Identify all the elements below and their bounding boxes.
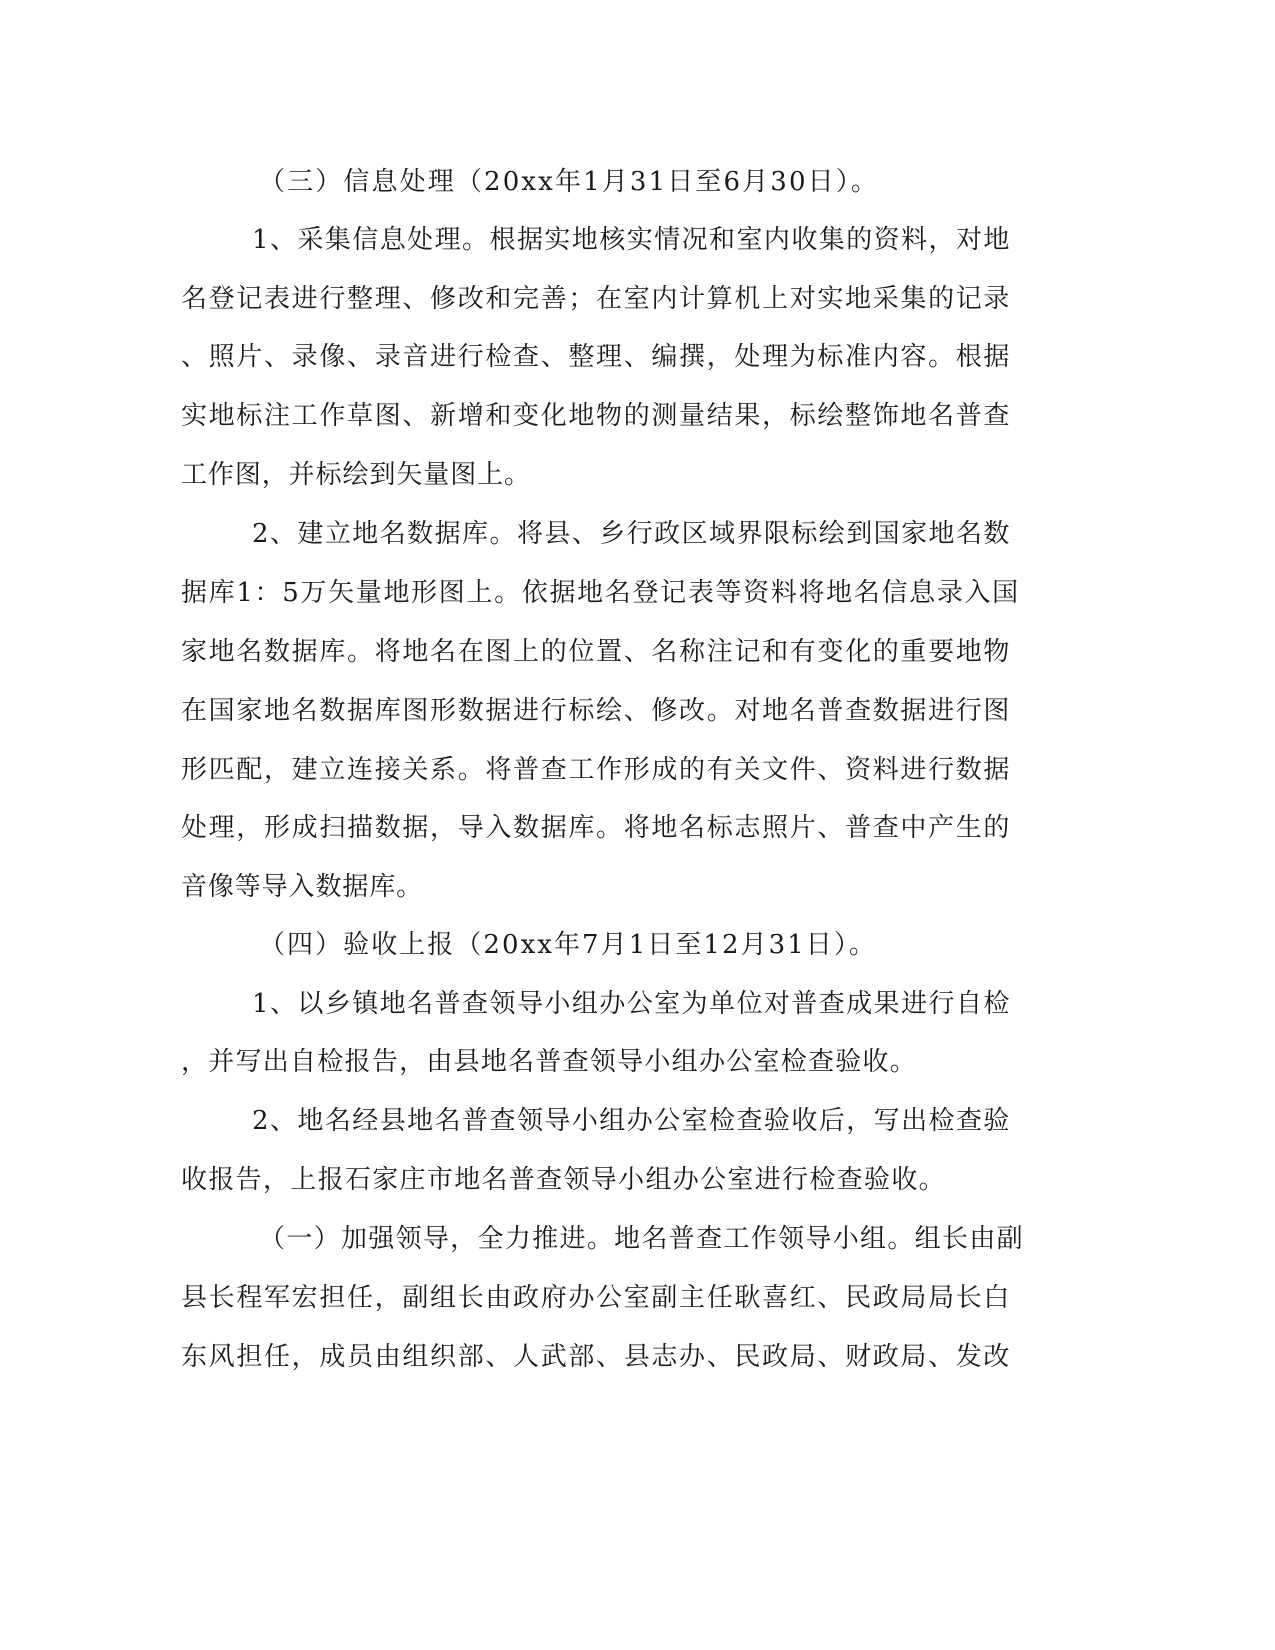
paragraph-line	[0, 396, 1275, 436]
line-text: （一）加强领导，全力推进。地名普查工作领导小组。组长由副	[259, 1224, 1024, 1254]
line-text: 实地标注工作草图、新增和变化地物的测量结果，标绘整饰地名普查	[181, 401, 1012, 431]
paragraph-line	[0, 808, 1275, 848]
line-text: 名登记表进行整理、修改和完善；在室内计算机上对实地采集的记录	[181, 284, 1012, 314]
paragraph-line	[0, 162, 1275, 202]
line-text: 形匹配，建立连接关系。将普查工作形成的有关文件、资料进行数据	[181, 755, 1012, 785]
line-text: 1、以乡镇地名普查领导小组办公室为单位对普查成果进行自检	[252, 989, 1011, 1019]
paragraph-line	[0, 984, 1275, 1024]
paragraph-line	[0, 337, 1275, 377]
paragraph-line	[0, 691, 1275, 731]
paragraph-line	[0, 514, 1275, 554]
paragraph-line	[0, 1278, 1275, 1318]
paragraph-line	[0, 279, 1275, 319]
paragraph-line	[0, 1160, 1275, 1200]
line-text: 处理，形成扫描数据，导入数据库。将地名标志照片、普查中产生的	[181, 813, 1012, 843]
paragraph-line	[0, 1101, 1275, 1141]
line-text: 在国家地名数据库图形数据进行标绘、修改。对地名普查数据进行图	[181, 696, 1012, 726]
paragraph-line	[0, 1219, 1275, 1259]
line-text: 收报告，上报石家庄市地名普查领导小组办公室进行检查验收。	[181, 1165, 946, 1195]
paragraph-line	[0, 632, 1275, 672]
line-text: 工作图，并标绘到矢量图上。	[181, 460, 531, 490]
paragraph-line	[0, 1042, 1275, 1082]
paragraph-line	[0, 925, 1275, 965]
line-text: 家地名数据库。将地名在图上的位置、名称注记和有变化的重要地物	[181, 637, 1012, 667]
paragraph-line	[0, 750, 1275, 790]
line-text: （三）信息处理（20xx年1月31日至6月30日）。	[259, 167, 880, 197]
line-text: 2、建立地名数据库。将县、乡行政区域界限标绘到国家地名数	[252, 519, 1011, 549]
line-text: 音像等导入数据库。	[181, 872, 424, 902]
line-text: 东风担任，成员由组织部、人武部、县志办、民政局、财政局、发改	[181, 1342, 1012, 1372]
line-text: 县长程军宏担任，副组长由政府办公室副主任耿喜红、民政局局长白	[181, 1283, 1012, 1313]
line-text: （四）验收上报（20xx年7月1日至12月31日）。	[259, 930, 877, 960]
paragraph-line	[0, 573, 1275, 613]
paragraph-line	[0, 220, 1275, 260]
line-text: 2、地名经县地名普查领导小组办公室检查验收后，写出检查验	[252, 1106, 1011, 1136]
line-text: ，并写出自检报告，由县地名普查领导小组办公室检查验收。	[181, 1047, 918, 1077]
paragraph-line	[0, 1337, 1275, 1377]
line-text: 、照片、录像、录音进行检查、整理、编撰，处理为标准内容。根据	[181, 342, 1012, 372]
line-text: 1、采集信息处理。根据实地核实情况和室内收集的资料，对地	[252, 225, 1011, 255]
paragraph-line	[0, 867, 1275, 907]
paragraph-line	[0, 455, 1275, 495]
line-text: 据库1：5万矢量地形图上。依据地名登记表等资料将地名信息录入国	[181, 578, 1020, 608]
